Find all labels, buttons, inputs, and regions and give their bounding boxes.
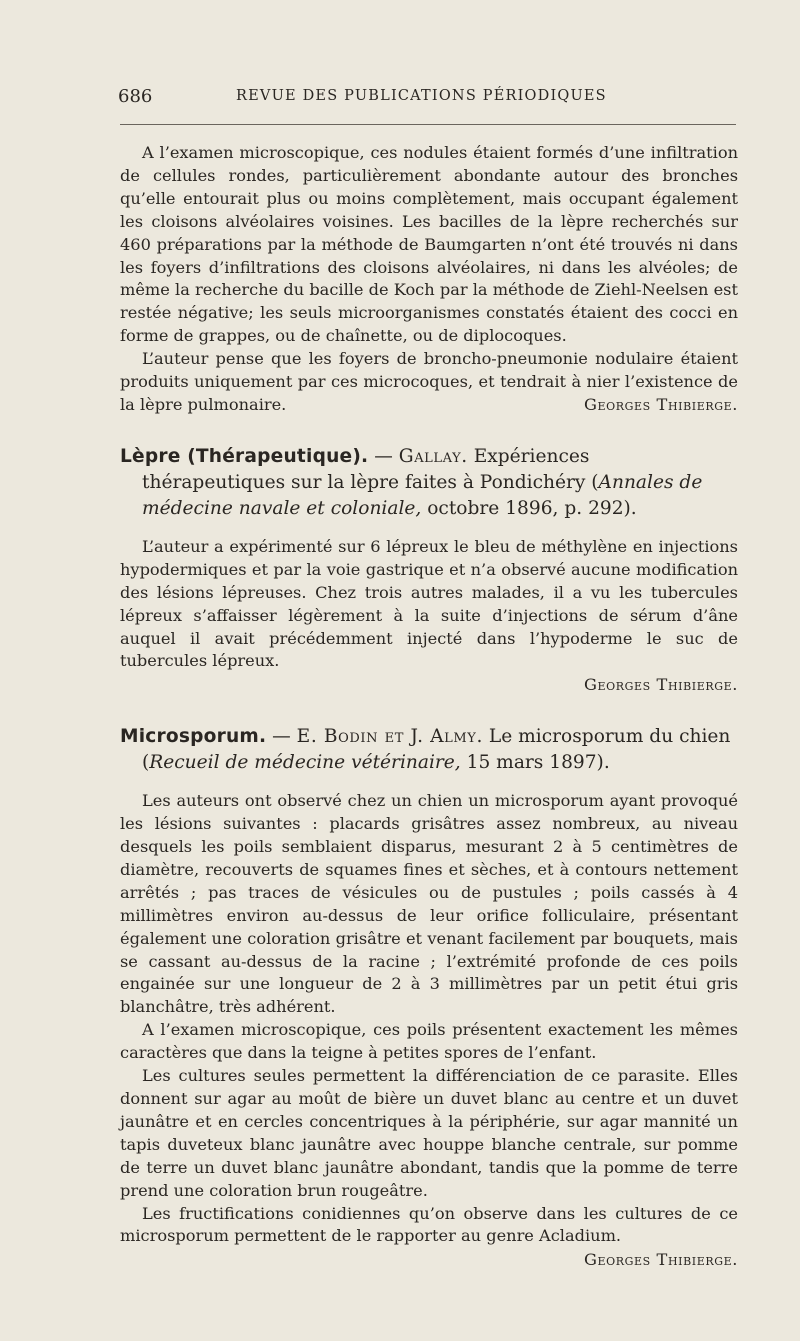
entry-citation: 15 mars 1897).: [460, 752, 610, 774]
review-entry-microsporum: [120, 724, 738, 1272]
entry-title: Expériences thérapeutiques sur la lèpre faites à Pondichéry (: [142, 445, 599, 493]
running-title: REVUE DES PUBLICATIONS PÉRIODIQUES: [236, 88, 607, 104]
reviewer-signature: Georges Thibierge.: [584, 675, 738, 695]
entry-citation: octobre 1896, p. 292).: [421, 497, 637, 519]
entry-dash: —: [266, 726, 297, 748]
review-paragraph: Les auteurs ont observé chez un chien un microsporum ayant provoqué les lésions suivantes : placards grisâtres assez nombreux, au niveau desquels les poils semblaient disparus, mesurant 2 à 5 centimètres de diamètre, recouverts de squames fines et sèches, et à contours nettement arrêtés ; pas traces de vésicules ou de pustules ; poils cassés à 4 millimètres environ au-dessus de leur orifice folliculaire, présentant également une coloration grisâtre et venant facilement par bouquets, mais se cassant au-dessus de la racine ; l’extrémité profonde de ces poils engainée sur une longueur de 2 à 3 millimètres par un petit étui gris blanchâtre, très adhérent.: [120, 791, 738, 1017]
entry-authors: E. Bodin et J. Almy.: [296, 726, 483, 748]
entry-title: Le microsporum du chien (: [142, 726, 731, 774]
entry-heading: [120, 444, 738, 522]
entry-journal: Annales de médecine navale et coloniale,: [142, 471, 703, 519]
header-rule: [120, 124, 736, 125]
entry-journal: Recueil de médecine vétérinaire,: [149, 752, 461, 774]
reviewer-signature: Georges Thibierge.: [584, 1250, 738, 1270]
review-paragraph: L’auteur a expérimenté sur 6 lépreux le bleu de méthylène en injections hypodermiques et par la voie gastrique et n’a observé aucune modification des lésions lépreuses. Chez trois autres malades, il a vu les tubercules lépreux s’affaisser légèrement à la suite d’injections de sérum d’âne auquel il avait précédemment injecté dans l’hypoderme le suc de tubercules lépreux.: [120, 536, 738, 671]
page-body: [120, 142, 738, 1272]
entry-topic: Lèpre (Thérapeutique).: [120, 445, 369, 467]
reviewer-signature: Georges Thibierge.: [584, 394, 738, 414]
review-entry-lepre: [120, 444, 738, 697]
review-paragraph: A l’examen microscopique, ces nodules étaient formés d’une infiltration de cellules rondes, particulièrement abondante autour des bronches qu’elle entourait plus ou moins complètement, mais occupant également les cloisons alvéolaires voisines. Les bacilles de la lèpre recherchés sur 460 préparations par la méthode de Baumgarten n’ont été trouvés ni dans les foyers d’infiltrations des cloisons alvéolaires, ni dans les alvéoles; de même la recherche du bacille de Koch par la méthode de Ziehl-Neelsen est restée négative; les seuls microorganismes constatés étaient des cocci en forme de grappes, ou de chaînette, ou de diplocoques.: [120, 143, 738, 346]
entry-topic: Microsporum.: [120, 726, 267, 748]
review-paragraph: Les cultures seules permettent la différenciation de ce parasite. Elles donnent sur agar au moût de bière un duvet blanc au centre et un duvet jaunâtre et en cercles concentriques à la périphérie, sur agar mannité un tapis duveteux blanc jaunâtre avec houppe blanche centrale, sur pomme de terre un duvet blanc jaunâtre abondant, tandis que la pomme de terre prend une coloration brun rougeâtre.: [120, 1066, 738, 1200]
review-paragraph: Les fructifications conidiennes qu’on observe dans les cultures de ce microsporum permettent de le rapporter au genre Acladium.: [120, 1203, 738, 1246]
entry-dash: —: [368, 445, 399, 467]
review-paragraph-with-signature: [120, 348, 738, 417]
review-paragraph-text: L’auteur pense que les foyers de broncho-pneumonie nodulaire étaient produits uniquement par ces microcoques, et tendrait à nier l’existence de la lèpre pulmonaire.: [120, 349, 738, 414]
entry-heading: [120, 724, 738, 776]
review-paragraph: A l’examen microscopique, ces poils présentent exactement les mêmes caractères que dans la teigne à petites spores de l’enfant.: [120, 1020, 738, 1063]
entry-authors: Gallay.: [398, 445, 468, 467]
continued-review: [120, 142, 738, 417]
running-header: [118, 86, 738, 116]
page-number: 686: [118, 86, 153, 107]
